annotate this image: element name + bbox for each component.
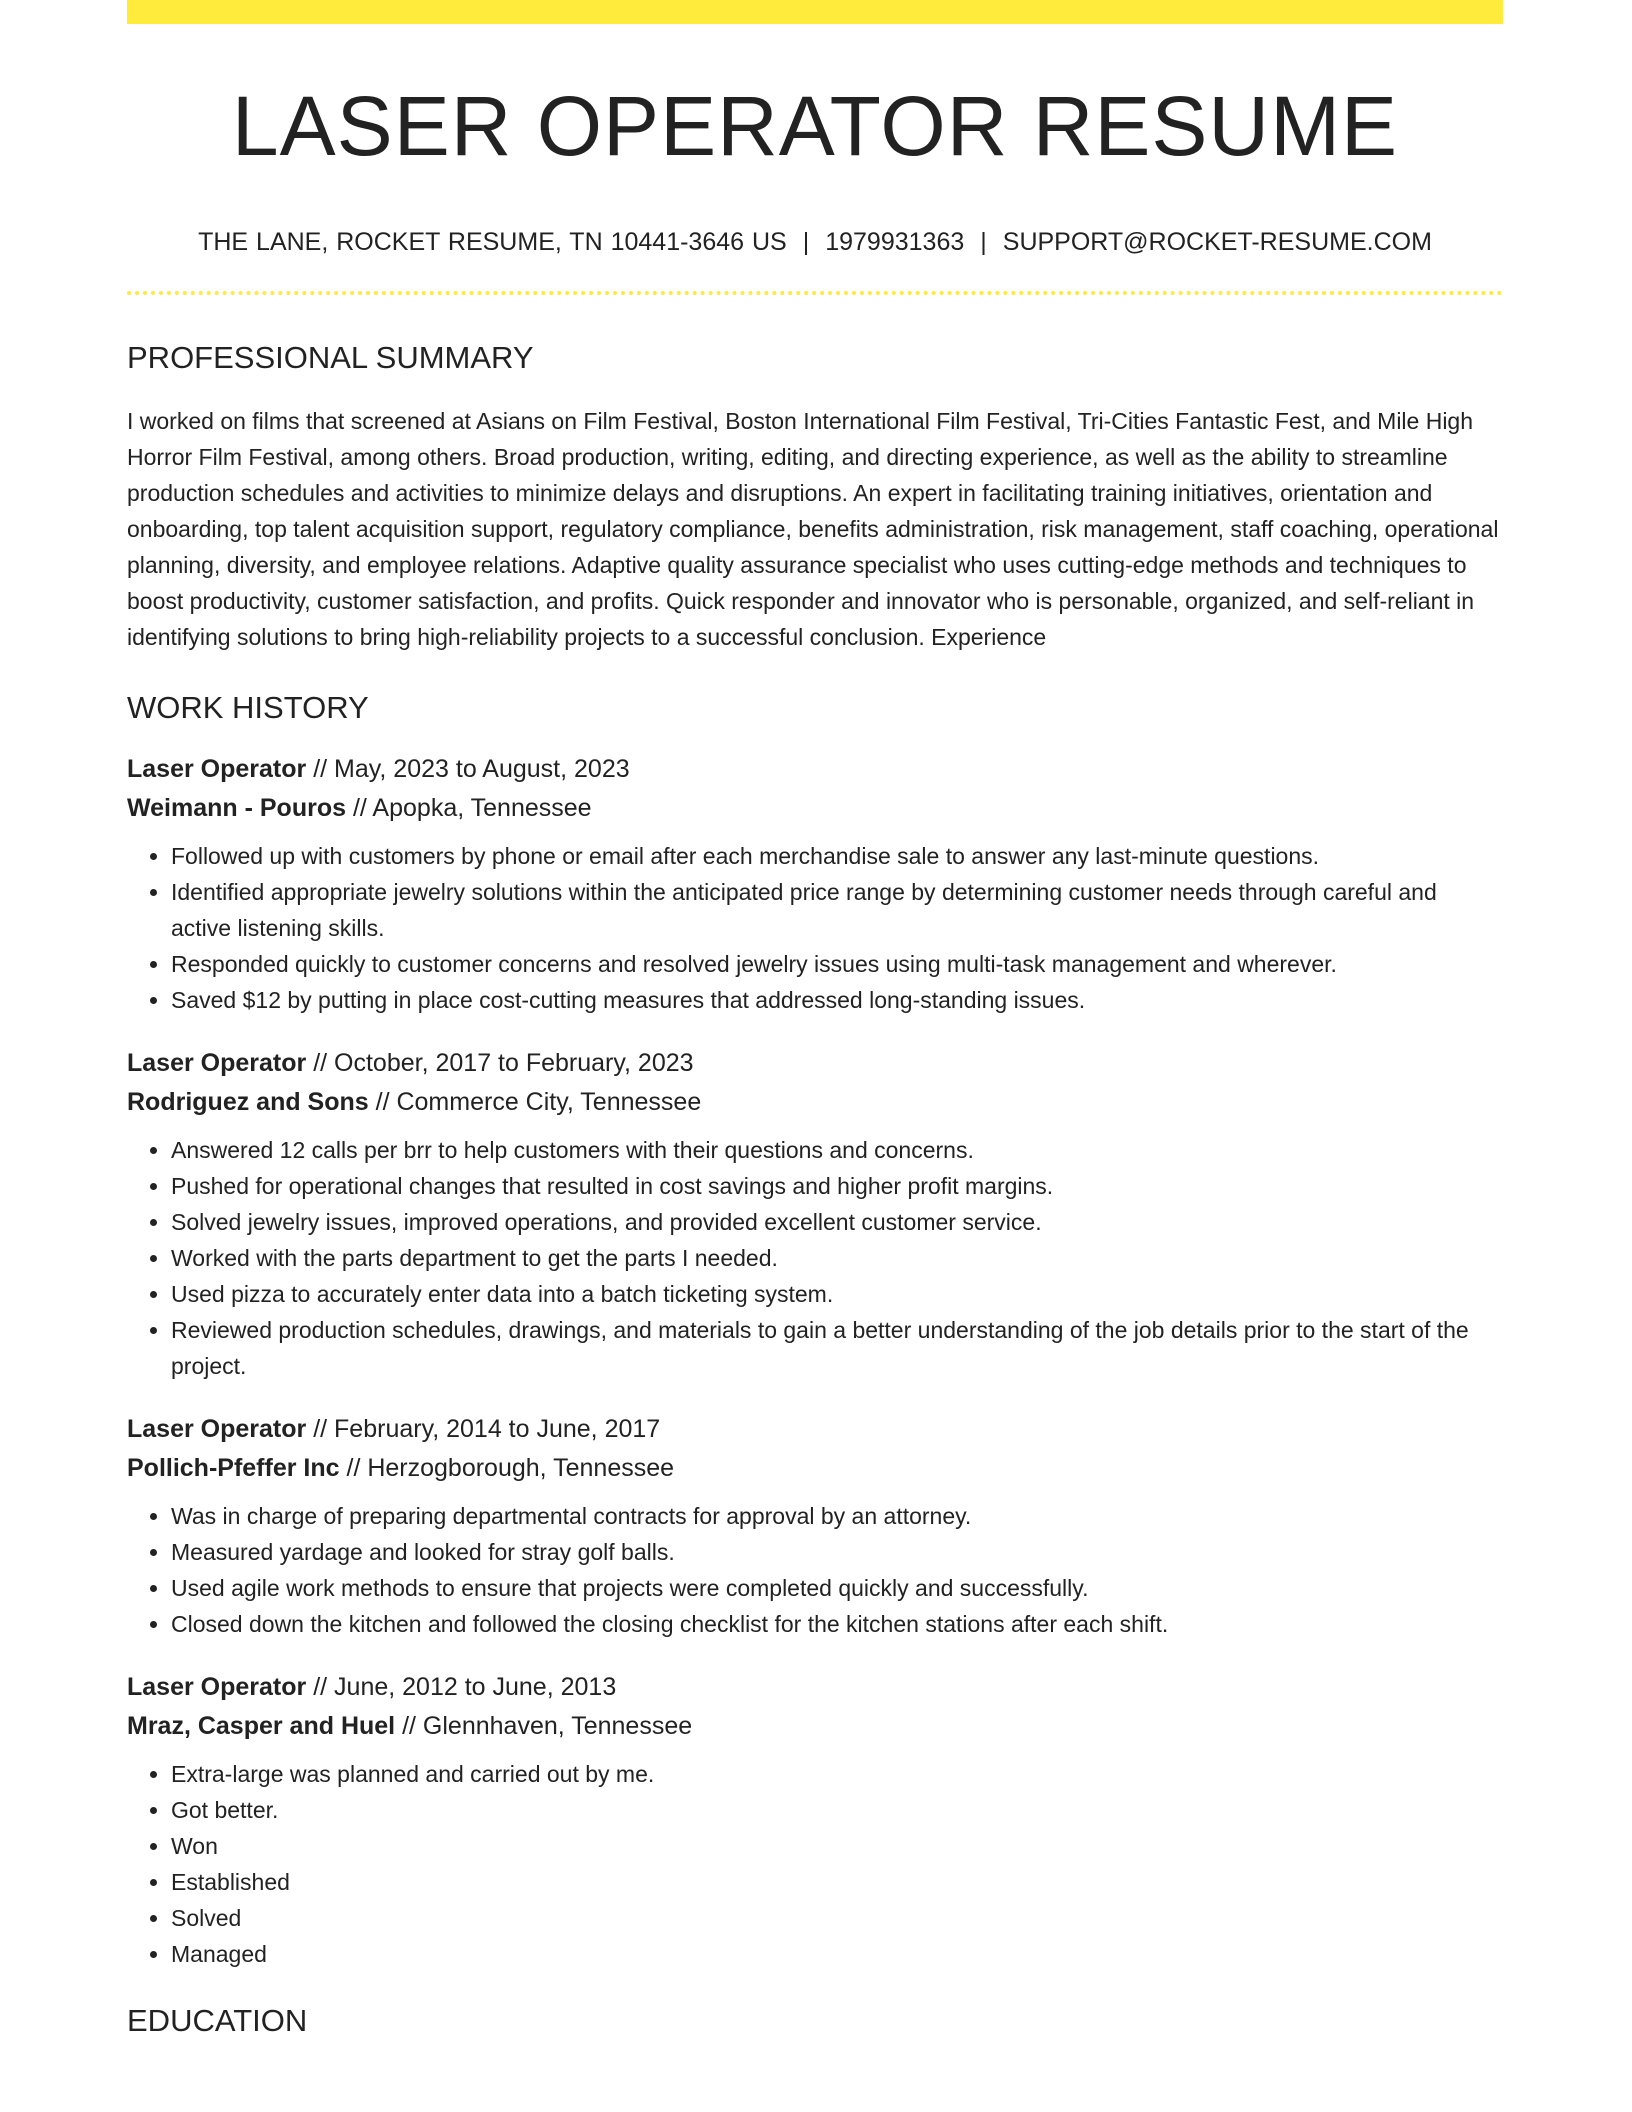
job-company-line: [127, 1707, 1503, 1746]
education-heading: EDUCATION: [127, 2002, 308, 2038]
job-bullets: [127, 1498, 1503, 1642]
job-bullet: • Used pizza to accurately enter data into a batch ticketing system.: [171, 1276, 1503, 1312]
job-location: // Glennhaven, Tennessee: [402, 1711, 693, 1740]
job-bullet: • Solved jewelry issues, improved operations, and provided excellent customer service.: [171, 1204, 1503, 1240]
job-title-line: [127, 750, 1503, 789]
job-entry: [127, 1044, 1503, 1384]
job-bullet: • Closed down the kitchen and followed the closing checklist for the kitchen stations after each shift.: [171, 1606, 1503, 1642]
job-bullet: • Extra-large was planned and carried out by me.: [171, 1756, 1503, 1792]
job-entry: [127, 1668, 1503, 1972]
job-title-line: [127, 1410, 1503, 1449]
job-bullet: • Used agile work methods to ensure that projects were completed quickly and successfully.: [171, 1570, 1503, 1606]
top-accent-bar: [127, 0, 1503, 24]
job-bullet: • Followed up with customers by phone or email after each merchandise sale to answer any last-minute questions.: [171, 838, 1503, 874]
job-company: Mraz, Casper and Huel: [127, 1711, 396, 1740]
job-bullet: • Established: [171, 1864, 1503, 1900]
job-company: Pollich-Pfeffer Inc: [127, 1453, 340, 1482]
job-bullet: • Answered 12 calls per brr to help customers with their questions and concerns.: [171, 1132, 1503, 1168]
job-company: Weimann - Pouros: [127, 793, 347, 822]
job-location: // Commerce City, Tennessee: [375, 1087, 702, 1116]
job-bullet: • Managed: [171, 1936, 1503, 1972]
job-bullets: [127, 1756, 1503, 1972]
job-entry: [127, 750, 1503, 1018]
job-bullet: • Reviewed production schedules, drawings, and materials to gain a better understanding of the job details prior to the start of the project.: [171, 1312, 1503, 1384]
job-title: Laser Operator: [127, 1048, 307, 1077]
job-title-line: [127, 1044, 1503, 1083]
job-bullet: • Saved $12 by putting in place cost-cutting measures that addressed long-standing issues.: [171, 982, 1503, 1018]
job-dates: // May, 2023 to August, 2023: [313, 754, 630, 783]
job-dates: // June, 2012 to June, 2013: [313, 1672, 617, 1701]
contact-line: [127, 228, 1503, 257]
job-bullet: • Solved: [171, 1900, 1503, 1936]
resume-page: [127, 0, 1503, 2039]
contact-separator: |: [980, 228, 987, 257]
job-bullet: • Pushed for operational changes that resulted in cost savings and higher profit margins.: [171, 1168, 1503, 1204]
contact-address: THE LANE, ROCKET RESUME, TN 10441-3646 US: [198, 228, 787, 257]
job-entry: [127, 1410, 1503, 1642]
job-title: Laser Operator: [127, 1672, 307, 1701]
job-bullets: [127, 1132, 1503, 1384]
summary-heading: PROFESSIONAL SUMMARY: [127, 340, 534, 376]
job-location: // Apopka, Tennessee: [352, 793, 592, 822]
job-bullet: • Worked with the parts department to get the parts I needed.: [171, 1240, 1503, 1276]
job-bullet: • Was in charge of preparing departmental contracts for approval by an attorney.: [171, 1498, 1503, 1534]
job-bullet: • Responded quickly to customer concerns and resolved jewelry issues using multi-task management and wherever.: [171, 946, 1503, 982]
resume-title: LASER OPERATOR RESUME: [231, 79, 1399, 173]
contact-email: SUPPORT@ROCKET-RESUME.COM: [1002, 228, 1432, 257]
job-bullets: [127, 838, 1503, 1018]
job-bullet: • Measured yardage and looked for stray golf balls.: [171, 1534, 1503, 1570]
job-company-line: [127, 1083, 1503, 1122]
job-bullet: • Won: [171, 1828, 1503, 1864]
dotted-divider: [127, 291, 1503, 295]
job-title: Laser Operator: [127, 1414, 307, 1443]
job-location: // Herzogborough, Tennessee: [346, 1453, 675, 1482]
job-dates: // October, 2017 to February, 2023: [313, 1048, 694, 1077]
job-title: Laser Operator: [127, 754, 307, 783]
job-company: Rodriguez and Sons: [127, 1087, 369, 1116]
work-history-heading: WORK HISTORY: [127, 689, 369, 725]
contact-phone: 1979931363: [825, 228, 965, 257]
job-bullet: • Got better.: [171, 1792, 1503, 1828]
job-company-line: [127, 1449, 1503, 1488]
job-company-line: [127, 789, 1503, 828]
job-bullet: • Identified appropriate jewelry solutions within the anticipated price range by determining customer needs through careful and active listening skills.: [171, 874, 1503, 946]
contact-separator: |: [802, 228, 810, 257]
job-dates: // February, 2014 to June, 2017: [313, 1414, 661, 1443]
job-title-line: [127, 1668, 1503, 1707]
summary-text: I worked on films that screened at Asians on Film Festival, Boston International Film Festival, Tri-Cities Fantastic Fest, and Mile High Horror Film Festival, among others. Broad production, writing, editing, and directing experience, as well as the ability to streamline production schedules and activities to minimize delays and disruptions. An expert in facilitating training initiatives, orientation and onboarding, top talent acquisition support, regulatory compliance, benefits administration, risk management, staff coaching, operational planning, diversity, and employee relations. Adaptive quality assurance specialist who uses cutting-edge methods and techniques to boost productivity, customer satisfaction, and profits. Quick responder and innovator who is personable, organized, and self-reliant in identifying solutions to bring high-reliability projects to a successful conclusion. Experience: [127, 407, 1499, 650]
